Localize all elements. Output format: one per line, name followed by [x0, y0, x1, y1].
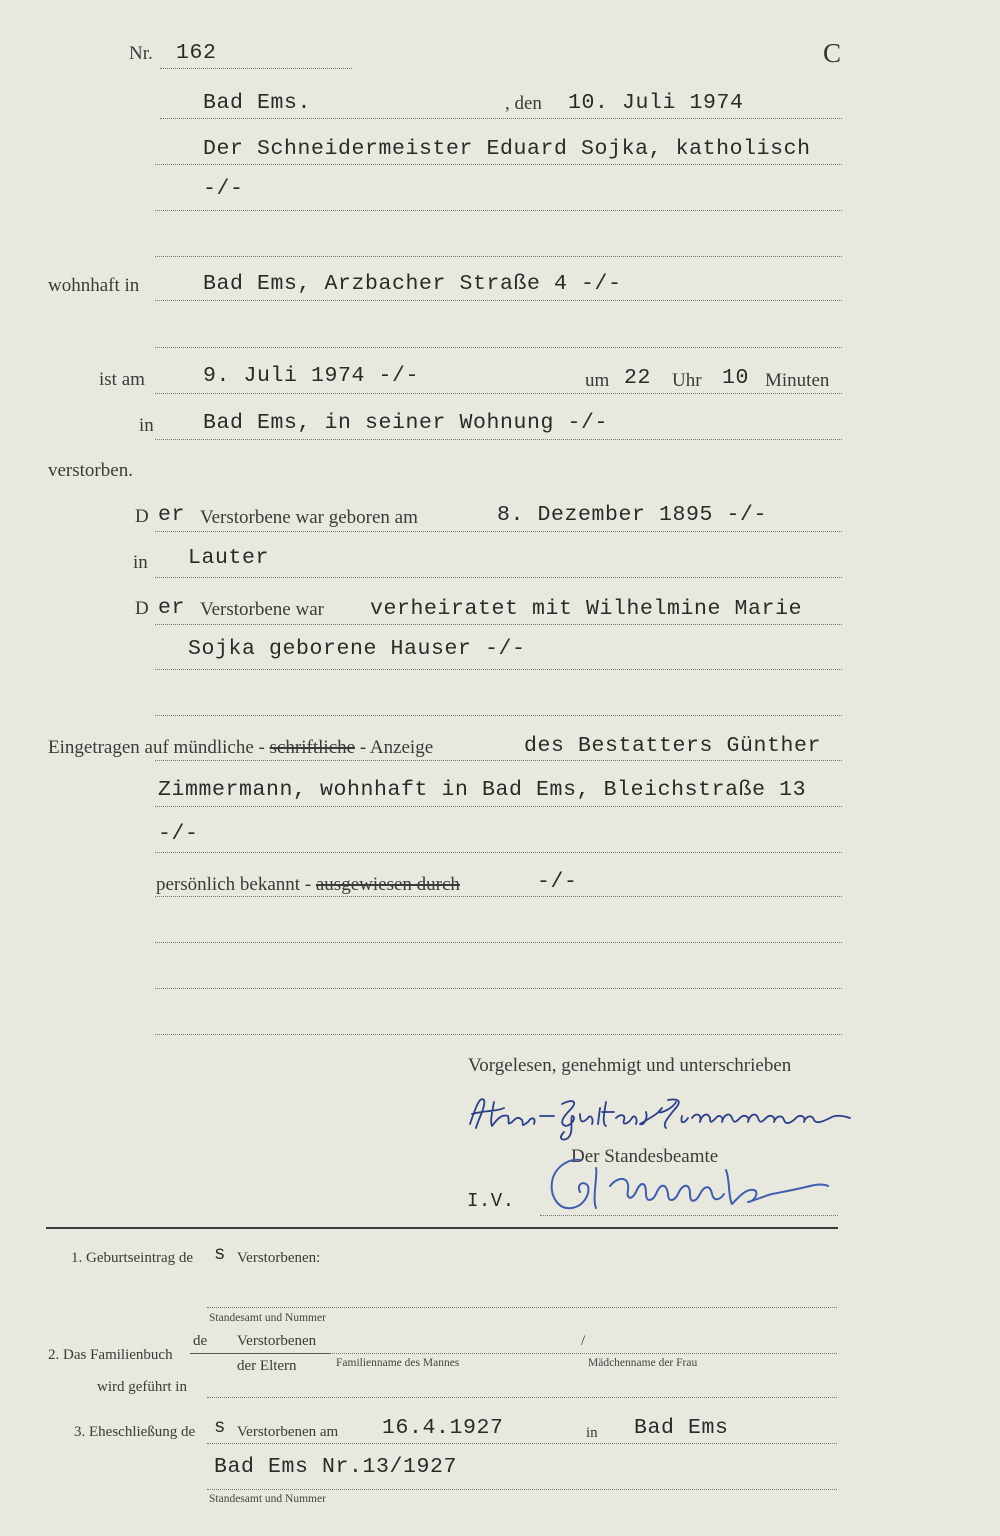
item2-option1: Verstorbenen [237, 1333, 317, 1349]
marital-label: Verstorbene war [200, 599, 324, 620]
item2-label: 2. Das Familienbuch [48, 1347, 173, 1363]
item1-standesamt-label: Standesamt und Nummer [209, 1312, 326, 1324]
nr-label: Nr. [129, 43, 153, 64]
date-value: 10. Juli 1974 [568, 91, 744, 115]
uhr-label: Uhr [672, 370, 702, 391]
declarant-line1-rule [155, 164, 842, 165]
known-label-struck: ausgewiesen durch [315, 874, 460, 895]
item3-place: Bad Ems [634, 1416, 729, 1440]
item1-rule [207, 1307, 837, 1308]
verstorben-label: verstorben. [48, 460, 133, 481]
item3-in-label: in [586, 1425, 598, 1441]
blank-rule-3 [155, 1034, 842, 1035]
death-date-value: 9. Juli 1974 -/- [203, 364, 420, 388]
blank-rule-2 [155, 988, 842, 989]
marital-d-letter: D [135, 598, 149, 619]
item2-de: de [193, 1333, 208, 1349]
declarant-line3-rule [155, 256, 842, 257]
declarant-line2: -/- [203, 177, 244, 201]
birth-er-typed: er [158, 503, 186, 527]
death-minutes: 10 [722, 366, 750, 390]
residence-rule-2 [155, 347, 842, 348]
item3-label: 3. Eheschließung de [74, 1424, 196, 1440]
birth-date-rule [155, 531, 842, 532]
marital-rule-1 [155, 624, 842, 625]
marital-line1: verheiratet mit Wilhelmine Marie [370, 597, 803, 621]
item3-rule [207, 1443, 837, 1444]
known-value: -/- [537, 870, 578, 894]
death-place-label: in [139, 415, 154, 436]
registration-label-struck: schriftliche [269, 737, 356, 758]
den-label: , den [505, 93, 542, 114]
item3-suffix: s [214, 1416, 226, 1438]
item2-rule [330, 1353, 837, 1354]
marital-rule-2 [155, 669, 842, 670]
item1-label: 1. Geburtseintrag de [71, 1250, 194, 1266]
item2-family-label: Familienname des Mannes [336, 1357, 460, 1369]
minuten-label: Minuten [765, 370, 830, 391]
item3-label-end: Verstorbenen am [237, 1424, 339, 1440]
item2-maiden-label: Mädchenname der Frau [588, 1357, 698, 1369]
marital-er-typed: er [158, 596, 186, 620]
known-label [156, 875, 460, 894]
residence-rule [155, 300, 842, 301]
item3-registry-rule [207, 1489, 837, 1490]
item1-suffix: s [214, 1243, 226, 1265]
corner-letter: C [823, 38, 842, 68]
residence-label: wohnhaft in [48, 275, 140, 296]
birth-d-letter: D [135, 506, 149, 527]
nr-value: 162 [176, 41, 217, 65]
iv-label: I.V. [467, 1190, 515, 1212]
registration-rule-1 [155, 760, 842, 761]
item3-standesamt-label: Standesamt und Nummer [209, 1493, 326, 1505]
declarant-line2-rule [155, 210, 842, 211]
registration-line1: des Bestatters Günther [524, 734, 822, 758]
registration-rule-2 [155, 806, 842, 807]
item2-kept-label: wird geführt in [97, 1379, 187, 1395]
place-value: Bad Ems. [203, 91, 312, 115]
registration-label [48, 738, 433, 757]
item3-date: 16.4.1927 [382, 1416, 504, 1440]
item2-slash: / [581, 1333, 586, 1349]
marital-rule-3 [155, 715, 842, 716]
birth-place-value: Lauter [188, 546, 270, 570]
item2-option2: der Eltern [237, 1358, 297, 1374]
registration-rule-3 [155, 852, 842, 853]
registrar-signature [540, 1150, 830, 1220]
death-date-rule [155, 393, 842, 394]
read-approved-label: Vorgelesen, genehmigt und unterschrieben [468, 1055, 792, 1076]
death-place-rule [155, 439, 842, 440]
birth-place-rule [155, 577, 842, 578]
known-label-text: persönlich bekannt - [156, 874, 312, 895]
birth-label: Verstorbene war geboren am [200, 507, 418, 528]
signer-signature [462, 1088, 858, 1144]
death-hour: 22 [624, 366, 652, 390]
item2-fraction-bar [190, 1353, 330, 1354]
residence-value: Bad Ems, Arzbacher Straße 4 -/- [203, 272, 622, 296]
item2-kept-rule [207, 1397, 837, 1398]
footer-divider [46, 1227, 838, 1229]
registration-label-suffix: - Anzeige [359, 737, 434, 758]
declarant-line1: Der Schneidermeister Eduard Sojka, katholisch [203, 137, 811, 161]
registrar-rule [540, 1215, 838, 1216]
death-place-value: Bad Ems, in seiner Wohnung -/- [203, 411, 609, 435]
um-label: um [585, 370, 610, 391]
item3-registry: Bad Ems Nr.13/1927 [214, 1455, 458, 1479]
birth-place-label: in [133, 552, 148, 573]
date-line [160, 118, 842, 119]
known-rule [155, 896, 842, 897]
nr-line [160, 68, 352, 69]
registrar-label: Der Standesbeamte [571, 1146, 719, 1167]
birth-date-value: 8. Dezember 1895 -/- [497, 503, 768, 527]
death-date-label: ist am [99, 369, 145, 390]
registration-line2: Zimmermann, wohnhaft in Bad Ems, Bleichstraße 13 [158, 778, 807, 802]
marital-line2: Sojka geborene Hauser -/- [188, 637, 526, 661]
registration-label-prefix: Eingetragen auf mündliche - [48, 737, 265, 758]
item1-label-end: Verstorbenen: [237, 1250, 321, 1266]
blank-rule-1 [155, 942, 842, 943]
registration-line3: -/- [158, 822, 199, 846]
